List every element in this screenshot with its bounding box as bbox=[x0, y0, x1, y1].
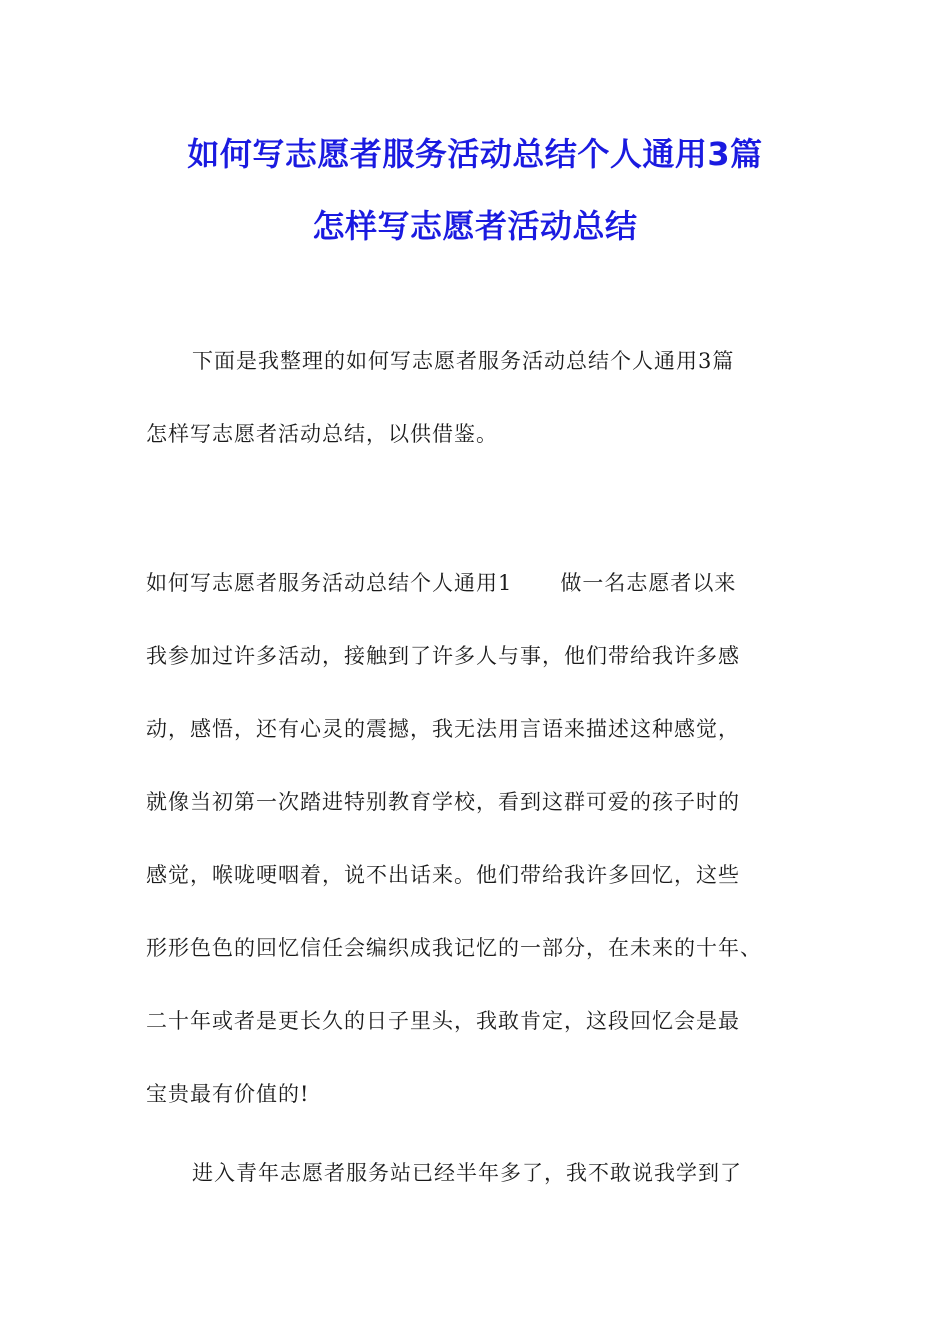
intro-line-1: 下面是我整理的如何写志愿者服务活动总结个人通用3篇 bbox=[192, 349, 735, 373]
section1-line-3: 动，感悟，还有心灵的震撼，我无法用言语来描述这种感觉， bbox=[146, 717, 740, 741]
section1-line-4: 就像当初第一次踏进特别教育学校，看到这群可爱的孩子时的 bbox=[146, 790, 740, 814]
section1-line-1 bbox=[146, 565, 816, 638]
title-line-1: 如何写志愿者服务活动总结个人通用3篇 bbox=[187, 135, 763, 173]
section1-line-2: 我参加过许多活动，接触到了许多人与事，他们带给我许多感 bbox=[146, 644, 740, 668]
section1-line-7: 二十年或者是更长久的日子里头，我敢肯定，这段回忆会是最 bbox=[146, 1009, 740, 1033]
section1-line-5: 感觉，喉咙哽咽着，说不出话来。他们带给我许多回忆，这些 bbox=[146, 863, 740, 887]
intro-line-2: 怎样写志愿者活动总结，以供借鉴。 bbox=[146, 422, 498, 446]
section1-first-sentence: 做一名志愿者以来 bbox=[560, 571, 737, 595]
intro-paragraph bbox=[146, 343, 816, 489]
section1-paragraph bbox=[146, 565, 816, 1149]
section1-line-6: 形形色色的回忆信任会编织成我记忆的一部分，在未来的十年、 bbox=[146, 936, 762, 960]
document-title bbox=[0, 118, 950, 262]
section1-heading: 如何写志愿者服务活动总结个人通用1 bbox=[146, 571, 513, 595]
paragraph-2 bbox=[146, 1155, 816, 1228]
title-line-2: 怎样写志愿者活动总结 bbox=[312, 207, 638, 245]
section1-line-8: 宝贵最有价值的! bbox=[146, 1082, 310, 1106]
paragraph2-line-1: 进入青年志愿者服务站已经半年多了，我不敢说我学到了 bbox=[192, 1161, 742, 1185]
